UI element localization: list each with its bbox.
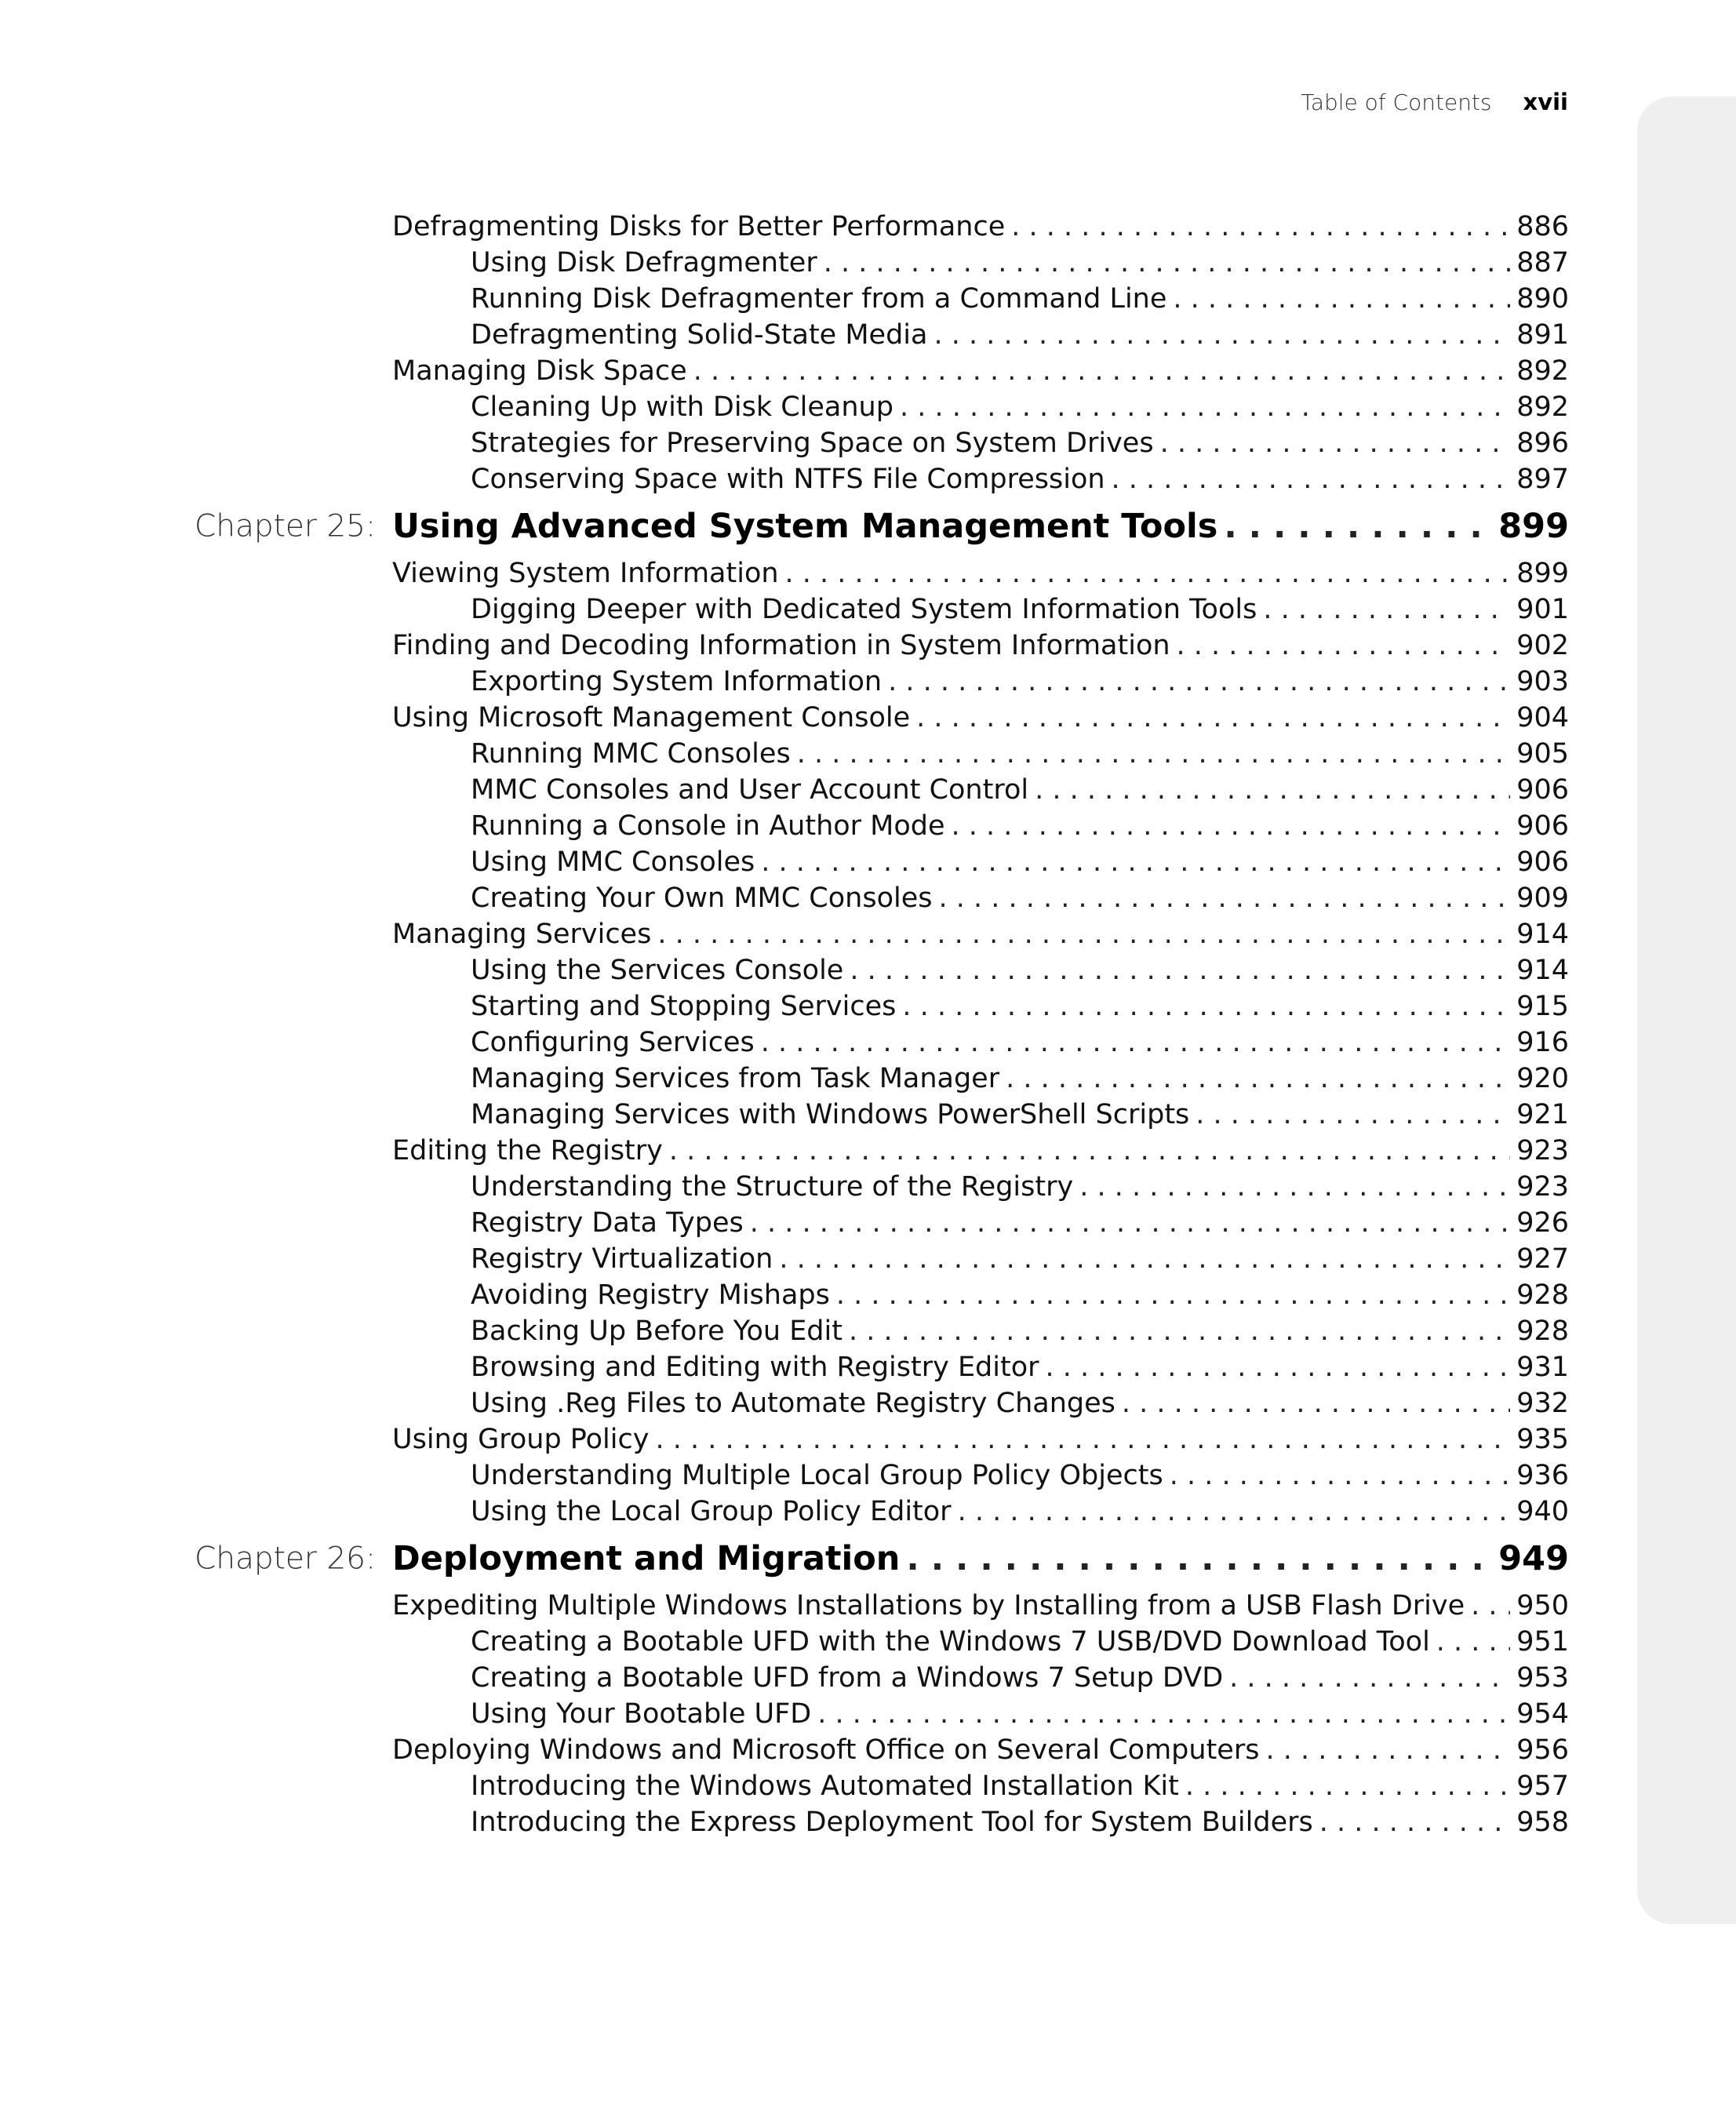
chapter-page-number: 949 bbox=[1498, 1539, 1569, 1578]
entry-title: Using Microsoft Management Console bbox=[392, 702, 911, 733]
entry-title: Creating Your Own MMC Consoles bbox=[471, 883, 933, 914]
entry-page-number: 927 bbox=[1516, 1243, 1569, 1275]
toc-section-entry bbox=[392, 700, 1569, 736]
entry-page-number: 957 bbox=[1516, 1770, 1569, 1802]
toc-section-entry bbox=[392, 1732, 1569, 1768]
entry-title: Running Disk Defragmenter from a Command Line bbox=[471, 283, 1167, 315]
toc-subsection-entry bbox=[392, 1457, 1569, 1494]
chapter-heading bbox=[195, 497, 1569, 555]
entry-page-number: 906 bbox=[1516, 846, 1569, 878]
toc-subsection-entry bbox=[392, 736, 1569, 772]
entry-title: Starting and Stopping Services bbox=[471, 991, 897, 1022]
entry-title: Cleaning Up with Disk Cleanup bbox=[471, 391, 893, 423]
entry-page-number: 906 bbox=[1516, 774, 1569, 806]
entry-title: Finding and Decoding Information in System Information bbox=[392, 630, 1170, 661]
entry-title: Managing Services from Task Manager bbox=[471, 1063, 1000, 1094]
entry-page-number: 899 bbox=[1516, 558, 1569, 589]
entry-title: Creating a Bootable UFD from a Windows 7 Setup DVD bbox=[471, 1662, 1224, 1694]
entry-page-number: 932 bbox=[1516, 1388, 1569, 1419]
toc-subsection-entry bbox=[392, 1205, 1569, 1241]
dot-leader bbox=[785, 558, 1511, 589]
toc-section-entry bbox=[392, 353, 1569, 389]
entry-page-number: 958 bbox=[1516, 1807, 1569, 1838]
toc-subsection-entry bbox=[392, 1660, 1569, 1696]
toc-subsection-entry bbox=[392, 1494, 1569, 1530]
page-number: xvii bbox=[1523, 89, 1568, 115]
dot-leader bbox=[938, 883, 1510, 914]
entry-title: Understanding Multiple Local Group Policy Objects bbox=[471, 1460, 1163, 1491]
entry-title: Using Disk Defragmenter bbox=[471, 247, 817, 278]
entry-title: Avoiding Registry Mishaps bbox=[471, 1279, 830, 1311]
chapter-title: Deployment and Migration bbox=[392, 1539, 901, 1578]
dot-leader bbox=[655, 1424, 1510, 1455]
entry-page-number: 921 bbox=[1516, 1099, 1569, 1130]
dot-leader bbox=[902, 991, 1510, 1022]
dot-leader bbox=[1263, 594, 1510, 625]
entry-title: MMC Consoles and User Account Control bbox=[471, 774, 1029, 806]
entry-title: Deploying Windows and Microsoft Office on Several Computers bbox=[392, 1734, 1260, 1766]
chapter-line bbox=[392, 507, 1569, 546]
entry-page-number: 906 bbox=[1516, 810, 1569, 842]
entry-page-number: 950 bbox=[1516, 1590, 1569, 1621]
toc-subsection-entry bbox=[392, 1024, 1569, 1061]
dot-leader bbox=[1319, 1807, 1510, 1838]
toc-subsection-entry bbox=[392, 1349, 1569, 1385]
entry-title: Creating a Bootable UFD with the Windows 7 USB/DVD Download Tool bbox=[471, 1626, 1430, 1658]
chapter-label: Chapter 25: bbox=[195, 508, 377, 544]
entry-page-number: 923 bbox=[1516, 1171, 1569, 1203]
entry-page-number: 928 bbox=[1516, 1316, 1569, 1347]
dot-leader bbox=[1224, 507, 1492, 546]
entry-page-number: 926 bbox=[1516, 1207, 1569, 1239]
dot-leader bbox=[1035, 774, 1510, 806]
entry-title: Digging Deeper with Dedicated System Information Tools bbox=[471, 594, 1257, 625]
toc-subsection-entry bbox=[392, 389, 1569, 425]
dot-leader bbox=[1112, 464, 1511, 495]
entry-title: Exporting System Information bbox=[471, 666, 883, 697]
toc-section-entry bbox=[392, 1588, 1569, 1624]
entry-title: Strategies for Preserving Space on System Drives bbox=[471, 428, 1154, 459]
dot-leader bbox=[1173, 283, 1510, 315]
dot-leader bbox=[1177, 630, 1511, 661]
toc-subsection-entry bbox=[392, 1624, 1569, 1660]
dot-leader bbox=[1265, 1734, 1510, 1766]
entry-page-number: 887 bbox=[1516, 247, 1569, 278]
toc-subsection-entry bbox=[392, 1241, 1569, 1277]
entry-title: Running a Console in Author Mode bbox=[471, 810, 945, 842]
entry-page-number: 897 bbox=[1516, 464, 1569, 495]
entry-page-number: 891 bbox=[1516, 319, 1569, 351]
entry-title: Introducing the Express Deployment Tool for System Builders bbox=[471, 1807, 1313, 1838]
dot-leader bbox=[1436, 1626, 1510, 1658]
entry-title: Using the Local Group Policy Editor bbox=[471, 1496, 952, 1527]
toc-subsection-entry bbox=[392, 880, 1569, 916]
toc-subsection-entry bbox=[392, 425, 1569, 461]
chapter-title: Using Advanced System Management Tools bbox=[392, 507, 1218, 546]
dot-leader bbox=[693, 355, 1510, 387]
dot-leader bbox=[1471, 1590, 1510, 1621]
dot-leader bbox=[669, 1135, 1510, 1166]
table-of-contents bbox=[195, 209, 1569, 1840]
entry-page-number: 903 bbox=[1516, 666, 1569, 697]
entry-page-number: 920 bbox=[1516, 1063, 1569, 1094]
toc-subsection-entry bbox=[392, 664, 1569, 700]
entry-title: Using the Services Console bbox=[471, 955, 844, 986]
toc-subsection-entry bbox=[392, 317, 1569, 353]
entry-title: Defragmenting Disks for Better Performance bbox=[392, 211, 1006, 242]
page-edge-tab bbox=[1637, 96, 1736, 1924]
entry-title: Running MMC Consoles bbox=[471, 738, 791, 770]
chapter-heading bbox=[195, 1530, 1569, 1588]
entry-title: Editing the Registry bbox=[392, 1135, 663, 1166]
toc-section-entry bbox=[392, 209, 1569, 245]
entry-page-number: 956 bbox=[1516, 1734, 1569, 1766]
dot-leader bbox=[657, 919, 1510, 950]
toc-subsection-entry bbox=[392, 1313, 1569, 1349]
entry-page-number: 914 bbox=[1516, 955, 1569, 986]
toc-section-entry bbox=[392, 1133, 1569, 1169]
chapter-label: Chapter 26: bbox=[195, 1541, 377, 1577]
dot-leader bbox=[1122, 1388, 1510, 1419]
toc-subsection-entry bbox=[392, 1061, 1569, 1097]
dot-leader bbox=[906, 1539, 1492, 1578]
dot-leader bbox=[849, 1316, 1510, 1347]
toc-subsection-entry bbox=[392, 281, 1569, 317]
toc-section-entry bbox=[392, 1421, 1569, 1457]
entry-page-number: 914 bbox=[1516, 919, 1569, 950]
chapter-line bbox=[392, 1539, 1569, 1578]
dot-leader bbox=[779, 1243, 1510, 1275]
toc-subsection-entry bbox=[392, 1097, 1569, 1133]
dot-leader bbox=[916, 702, 1510, 733]
toc-subsection-entry bbox=[392, 591, 1569, 628]
toc-subsection-entry bbox=[392, 1804, 1569, 1840]
entry-title: Configuring Services bbox=[471, 1027, 755, 1058]
entry-page-number: 935 bbox=[1516, 1424, 1569, 1455]
entry-page-number: 909 bbox=[1516, 883, 1569, 914]
entry-page-number: 892 bbox=[1516, 355, 1569, 387]
entry-title: Viewing System Information bbox=[392, 558, 779, 589]
dot-leader bbox=[1160, 428, 1511, 459]
toc-subsection-entry bbox=[392, 808, 1569, 844]
entry-page-number: 931 bbox=[1516, 1352, 1569, 1383]
dot-leader bbox=[1011, 211, 1510, 242]
dot-leader bbox=[1185, 1770, 1510, 1802]
toc-subsection-entry bbox=[392, 844, 1569, 880]
entry-page-number: 953 bbox=[1516, 1662, 1569, 1694]
entry-title: Backing Up Before You Edit bbox=[471, 1316, 843, 1347]
entry-title: Introducing the Windows Automated Installation Kit bbox=[471, 1770, 1179, 1802]
entry-page-number: 886 bbox=[1516, 211, 1569, 242]
toc-section-entry bbox=[392, 628, 1569, 664]
entry-title: Using Your Bootable UFD bbox=[471, 1698, 812, 1730]
toc-subsection-entry bbox=[392, 772, 1569, 808]
entry-page-number: 936 bbox=[1516, 1460, 1569, 1491]
entry-title: Expediting Multiple Windows Installations by Installing from a USB Flash Drive bbox=[392, 1590, 1465, 1621]
toc-subsection-entry bbox=[392, 988, 1569, 1024]
entry-page-number: 905 bbox=[1516, 738, 1569, 770]
entry-page-number: 904 bbox=[1516, 702, 1569, 733]
toc-subsection-entry bbox=[392, 1385, 1569, 1421]
dot-leader bbox=[761, 1027, 1510, 1058]
dot-leader bbox=[1196, 1099, 1510, 1130]
entry-page-number: 902 bbox=[1516, 630, 1569, 661]
toc-subsection-entry bbox=[392, 1169, 1569, 1205]
entry-title: Browsing and Editing with Registry Editor bbox=[471, 1352, 1039, 1383]
dot-leader bbox=[958, 1496, 1511, 1527]
entry-page-number: 928 bbox=[1516, 1279, 1569, 1311]
toc-section-entry bbox=[392, 916, 1569, 952]
entry-page-number: 916 bbox=[1516, 1027, 1569, 1058]
running-header-title: Table of Contents bbox=[1301, 89, 1492, 115]
dot-leader bbox=[934, 319, 1510, 351]
entry-page-number: 892 bbox=[1516, 391, 1569, 423]
dot-leader bbox=[824, 247, 1510, 278]
entry-page-number: 896 bbox=[1516, 428, 1569, 459]
entry-page-number: 954 bbox=[1516, 1698, 1569, 1730]
entry-page-number: 923 bbox=[1516, 1135, 1569, 1166]
dot-leader bbox=[888, 666, 1510, 697]
entry-title: Using Group Policy bbox=[392, 1424, 650, 1455]
dot-leader bbox=[1229, 1662, 1510, 1694]
dot-leader bbox=[817, 1698, 1510, 1730]
entry-title: Registry Data Types bbox=[471, 1207, 744, 1239]
entry-page-number: 915 bbox=[1516, 991, 1569, 1022]
toc-subsection-entry bbox=[392, 1768, 1569, 1804]
dot-leader bbox=[1170, 1460, 1510, 1491]
entry-title: Defragmenting Solid-State Media bbox=[471, 319, 928, 351]
toc-subsection-entry bbox=[392, 245, 1569, 281]
toc-section-entry bbox=[392, 555, 1569, 591]
dot-leader bbox=[900, 391, 1510, 423]
entry-title: Conserving Space with NTFS File Compression bbox=[471, 464, 1105, 495]
toc-subsection-entry bbox=[392, 1696, 1569, 1732]
dot-leader bbox=[952, 810, 1511, 842]
entry-title: Understanding the Structure of the Registry bbox=[471, 1171, 1074, 1203]
entry-title: Registry Virtualization bbox=[471, 1243, 773, 1275]
toc-subsection-entry bbox=[392, 461, 1569, 497]
entry-title: Managing Services bbox=[392, 919, 652, 950]
dot-leader bbox=[1046, 1352, 1511, 1383]
toc-subsection-entry bbox=[392, 952, 1569, 988]
chapter-page-number: 899 bbox=[1498, 507, 1569, 546]
entry-page-number: 940 bbox=[1516, 1496, 1569, 1527]
dot-leader bbox=[797, 738, 1511, 770]
entry-title: Using .Reg Files to Automate Registry Changes bbox=[471, 1388, 1115, 1419]
dot-leader bbox=[1006, 1063, 1510, 1094]
entry-page-number: 901 bbox=[1516, 594, 1569, 625]
entry-page-number: 951 bbox=[1516, 1626, 1569, 1658]
entry-page-number: 890 bbox=[1516, 283, 1569, 315]
entry-title: Using MMC Consoles bbox=[471, 846, 755, 878]
dot-leader bbox=[836, 1279, 1510, 1311]
entry-title: Managing Disk Space bbox=[392, 355, 687, 387]
entry-title: Managing Services with Windows PowerShell Scripts bbox=[471, 1099, 1190, 1130]
dot-leader bbox=[761, 846, 1510, 878]
running-header bbox=[1301, 89, 1568, 128]
dot-leader bbox=[750, 1207, 1510, 1239]
toc-subsection-entry bbox=[392, 1277, 1569, 1313]
dot-leader bbox=[850, 955, 1510, 986]
dot-leader bbox=[1079, 1171, 1510, 1203]
